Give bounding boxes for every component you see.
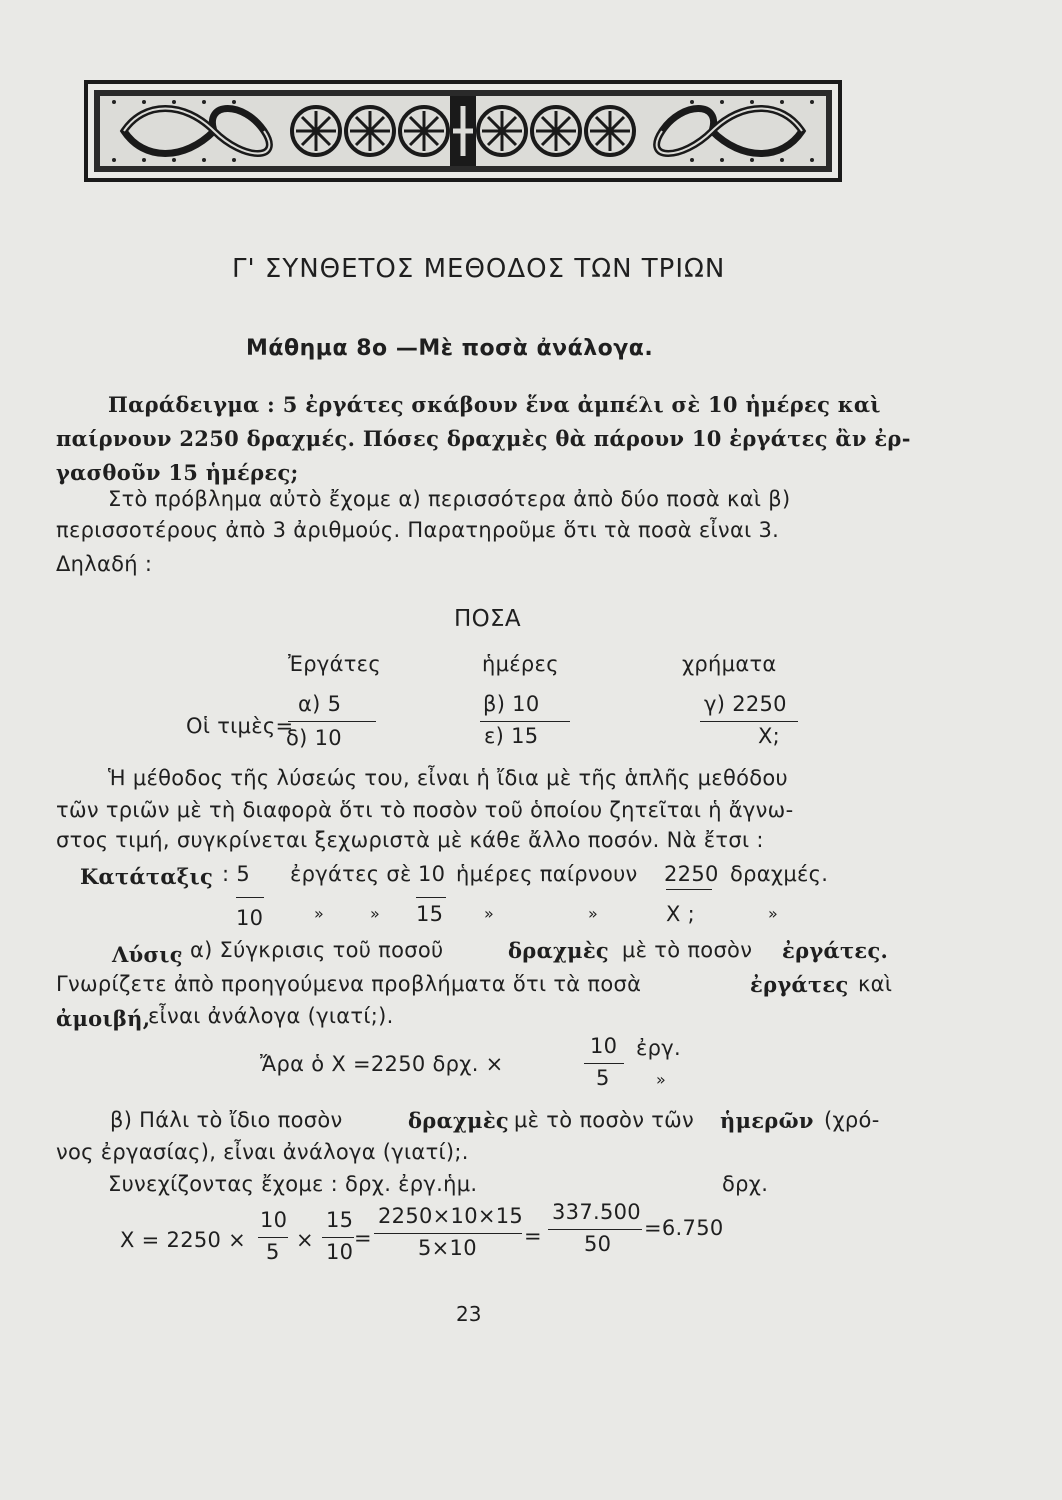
overline: [666, 889, 712, 890]
arrangement-r1-c: 2250: [664, 862, 719, 886]
final-eq-f4-num: 337.500: [552, 1200, 641, 1224]
chapter-title: Γ' ΣΥΝΘΕΤΟΣ ΜΕΘΟΔΟΣ ΤΩΝ ΤΡΙΩΝ: [232, 254, 726, 284]
solution-line-3-text: εἶναι ἀνάλογα (γιατί;).: [148, 1004, 394, 1028]
final-eq-f3-num: 2250×10×15: [378, 1204, 524, 1228]
arrangement-r1-b: 10: [418, 862, 446, 886]
decorative-banner: [84, 76, 842, 186]
equation-1-left: Ἄρα ὁ Χ =2250 δρχ. ×: [260, 1052, 504, 1076]
arrangement-r1-days: ἡμέρες παίρνουν: [456, 862, 638, 886]
method-line-2: τῶν τριῶν μὲ τὴ διαφορὰ ὅτι τὸ ποσὸν τοῦ ὁποίου ζητεῖται ἡ ἄγνω-: [56, 798, 794, 822]
ditto-mark: »: [484, 904, 495, 923]
example-line-2: παίρνουν 2250 δραχμές. Πόσες δραχμὲς θὰ πάρουν 10 ἐργάτες ἂν ἐρ-: [56, 426, 911, 451]
fraction-line: [258, 1237, 288, 1238]
value-c: γ) 2250: [704, 692, 787, 716]
final-eq-f3-den: 5×10: [418, 1236, 477, 1260]
part-b-line-3: Συνεχίζοντας ἔχομε : δρχ. ἐργ.ἡμ.: [108, 1172, 478, 1196]
equation-1-numerator: 10: [590, 1034, 618, 1058]
value-x: Χ;: [758, 724, 781, 748]
final-eq-f1-den: 5: [266, 1240, 280, 1264]
solution-line-1-text: . α) Σύγκρισις τοῦ ποσοῦ: [176, 938, 444, 962]
equation-1-denominator: 5: [596, 1066, 610, 1090]
ditto-mark: »: [768, 904, 779, 923]
method-line-1: Ἡ μέθοδος τῆς λύσεώς του, εἶναι ἡ ἴδια μὲ τῆς ἁπλῆς μεθόδου: [108, 766, 788, 790]
final-eq-x: Χ = 2250 ×: [120, 1228, 247, 1252]
final-eq-f2-num: 15: [326, 1208, 354, 1232]
value-b: β) 10: [483, 692, 540, 716]
ditto-mark: »: [370, 904, 381, 923]
arrangement-r1-drachmas: δραχμές.: [730, 862, 829, 886]
part-b-line-1-b: μὲ τὸ ποσὸν τῶν: [514, 1108, 695, 1132]
column-header-workers: Ἐργάτες: [288, 652, 381, 676]
solution-bold-workers: ἐργάτες.: [782, 938, 889, 963]
equation-1-unit-top: ἐργ.: [636, 1036, 681, 1060]
table-heading: ΠΟΣΑ: [454, 606, 521, 632]
solution-bold-workers-2: ἐργάτες: [750, 972, 849, 997]
fraction-line: [288, 721, 376, 722]
example-line-1: Παράδειγμα : 5 ἐργάτες σκάβουν ἕνα ἀμπέλι σὲ 10 ἡμέρες καὶ: [108, 392, 881, 417]
arrangement-r2-b: 15: [416, 902, 444, 926]
ditto-mark: »: [314, 904, 325, 923]
column-header-days: ἡμέρες: [482, 652, 559, 676]
arrangement-r1-workers: ἐργάτες σὲ: [290, 862, 412, 886]
intro-line-1: Στὸ πρόβλημα αὐτὸ ἔχομε α) περισσότερα ἀπὸ δύο ποσὰ καὶ β): [108, 487, 791, 511]
solution-line-1-text-2: μὲ τὸ ποσὸν: [622, 938, 753, 962]
fraction-line: [584, 1063, 624, 1064]
final-eq-f1-num: 10: [260, 1208, 288, 1232]
final-eq-result: =6.750: [644, 1216, 724, 1240]
equation-1-unit-bottom: »: [656, 1070, 667, 1089]
part-b-bold-days: ἡμερῶν: [720, 1108, 814, 1133]
method-line-3: στος τιμή, συγκρίνεται ξεχωριστὰ μὲ κάθε ἄλλο ποσόν. Νὰ ἔτσι :: [56, 828, 764, 852]
ditto-mark: »: [588, 904, 599, 923]
example-line-3: γασθοῦν 15 ἡμέρες;: [56, 460, 299, 485]
fraction-line: [374, 1233, 522, 1234]
column-header-money: χρήματα: [682, 652, 777, 676]
intro-line-2: περισσοτέρους ἀπὸ 3 ἀριθμούς. Παρατηροῦμε ὅτι τὰ ποσὰ εἶναι 3.: [56, 518, 780, 542]
part-b-line-1-c: (χρό-: [824, 1108, 880, 1132]
part-b-line-3-unit: δρχ.: [722, 1172, 769, 1196]
lesson-title: Μάθημα 8ο —Μὲ ποσὰ ἀνάλογα.: [246, 336, 654, 361]
overline: [416, 897, 446, 898]
fraction-line: [700, 721, 798, 722]
page-number: 23: [456, 1302, 482, 1326]
final-eq-equals-2: =: [524, 1224, 542, 1248]
solution-bold-drachmas: δραχμὲς: [508, 938, 609, 963]
fraction-line: [548, 1229, 642, 1230]
solution-label: Λύσις: [112, 942, 183, 967]
arrangement-r2-a: 10: [236, 906, 264, 930]
value-e: ε) 15: [484, 724, 539, 748]
values-row-label: Οἱ τιμὲς=: [186, 714, 294, 738]
arrangement-label: Κατάταξις: [80, 864, 214, 889]
overline: [236, 897, 264, 898]
intro-line-3: Δηλαδή :: [56, 552, 153, 576]
arrangement-r2-x: Χ ;: [666, 902, 696, 926]
final-eq-f2-den: 10: [326, 1240, 354, 1264]
value-a: α) 5: [298, 692, 342, 716]
final-eq-equals-1: =: [354, 1226, 372, 1250]
solution-line-2-and: καὶ: [858, 972, 893, 996]
part-b-line-2: νος ἐργασίας), εἶναι ἀνάλογα (γιατί);.: [56, 1140, 469, 1164]
value-d: δ) 10: [286, 726, 342, 750]
part-b-line-1-a: β) Πάλι τὸ ἴδιο ποσὸν: [110, 1108, 343, 1132]
solution-bold-payment: ἀμοιβή,: [56, 1006, 151, 1031]
fraction-line: [322, 1237, 354, 1238]
final-eq-times: ×: [296, 1228, 314, 1252]
arrangement-r1-a: : 5: [222, 862, 251, 886]
fraction-line: [480, 721, 570, 722]
solution-line-2-text: Γνωρίζετε ἀπὸ προηγούμενα προβλήματα ὅτι τὰ ποσὰ: [56, 972, 642, 996]
final-eq-f4-den: 50: [584, 1232, 612, 1256]
part-b-bold-drachmas: δραχμὲς: [408, 1108, 509, 1133]
